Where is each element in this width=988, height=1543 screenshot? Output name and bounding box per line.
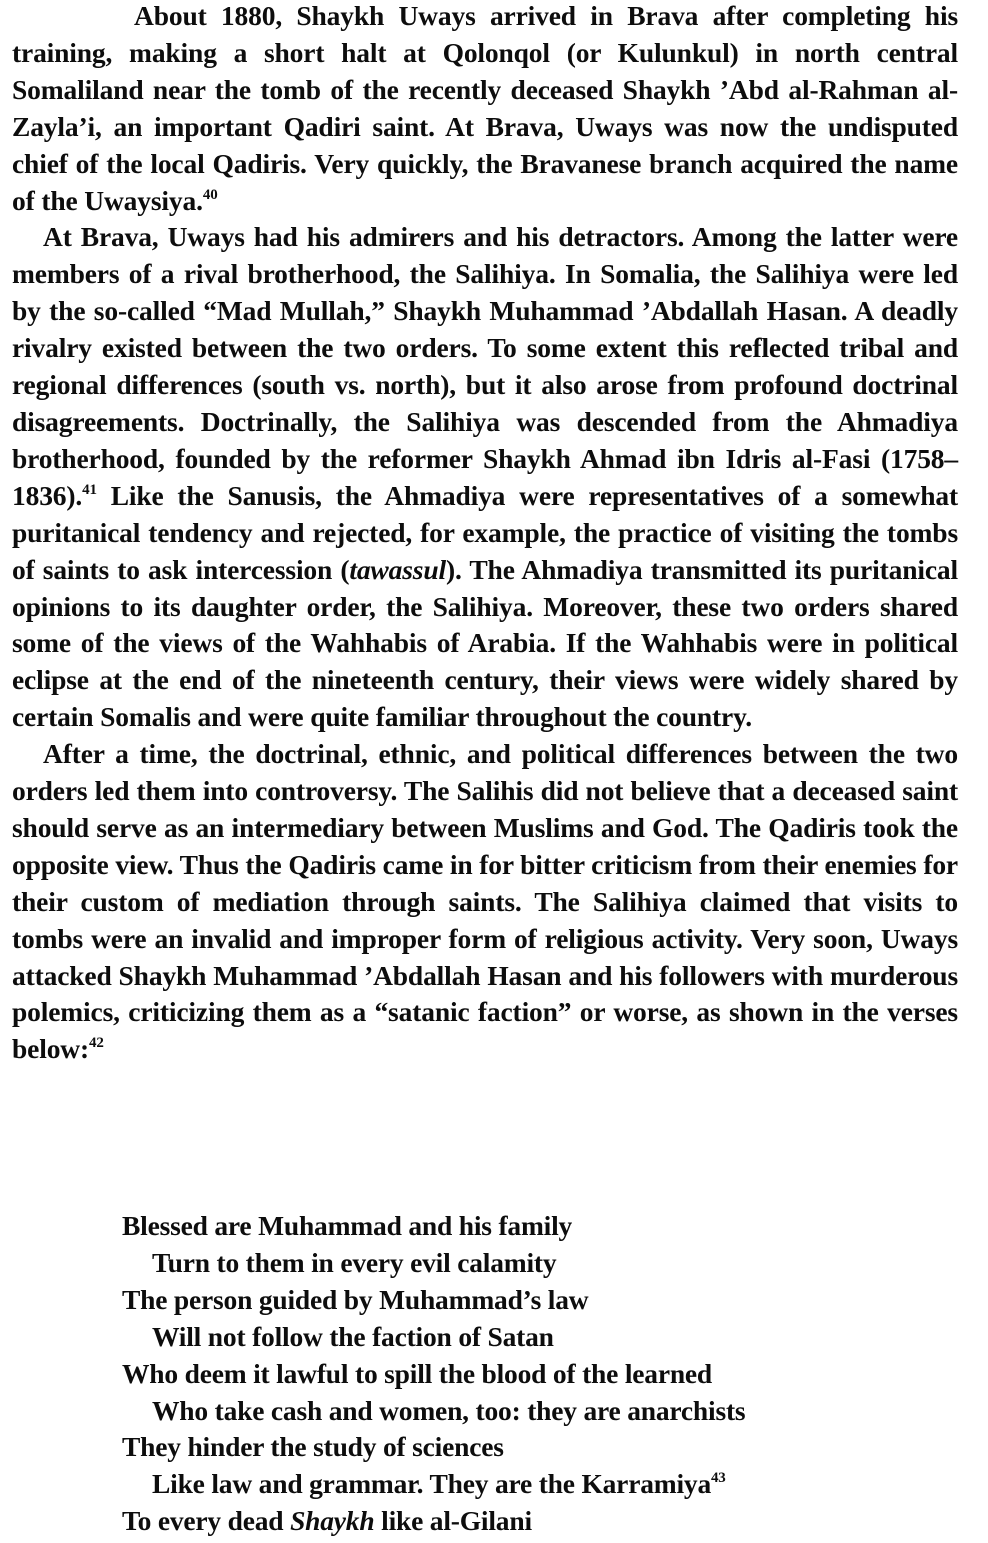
footnote-ref[interactable]: 41 <box>82 481 97 498</box>
verse-line-3 <box>122 1282 882 1319</box>
text-run: Blessed are Muhammad and his family <box>122 1210 573 1241</box>
italic-term: tawassul <box>349 553 446 585</box>
verse-line-7 <box>122 1429 882 1466</box>
verse-block <box>122 1208 882 1540</box>
text-run: About 1880, Shaykh Uways arrived in Brava after completing his training, making a short halt at Qolonqol (or Kulunkul) in north central Somaliland near the tomb of the recently deceased Shaykh ’Abd al-Rahman al-Zayla’i, an important Qadiri saint. At Brava, Uways was now the undisputed chief of the local Qadiris. Very quickly, the Bravanese branch acquired the name of the Uwaysiya. <box>12 0 958 216</box>
text-run: like al-Gilani <box>374 1505 532 1537</box>
verse-line-6 <box>122 1393 882 1430</box>
italic-term: Shaykh <box>290 1505 375 1537</box>
footnote-ref[interactable]: 40 <box>202 186 218 203</box>
text-run: Who take cash and women, too: they are anarchists <box>152 1394 746 1426</box>
verse-line-2 <box>122 1245 882 1282</box>
paragraph-1 <box>12 0 958 219</box>
text-run: Turn to them in every evil calamity <box>152 1246 557 1278</box>
text-run: Like law and grammar. They are the Karramiya <box>152 1468 711 1500</box>
prose-body <box>12 0 958 1068</box>
footnote-ref[interactable]: 43 <box>711 1470 726 1487</box>
paragraph-2 <box>12 219 958 736</box>
text-run: After a time, the doctrinal, ethnic, and political differences between the two orders led them into controversy. The Salihis did not believe that a deceased saint should serve as an intermediary between Muslims and God. The Qadiris took the opposite view. Thus the Qadiris came in for bitter criticism from their enemies for their custom of mediation through saints. The Salihiya claimed that visits to tombs were an invalid and improper form of religious activity. Very soon, Uways attacked Shaykh Muhammad ’Abdallah Hasan and his followers with murderous polemics, criticizing them as a “satanic faction” or worse, as shown in the verses below: <box>12 738 958 1065</box>
text-run: Who deem it lawful to spill the blood of the learned <box>122 1357 713 1389</box>
paragraph-3 <box>12 736 958 1068</box>
verse-line-9 <box>122 1503 882 1540</box>
text-run: Like the Sanusis, the Ahmadiya were representatives of a somewhat puritanical tendency and rejected, for example, the practice of visiting the tombs of saints to ask intercession ( <box>12 479 958 585</box>
text-run: At Brava, Uways had his admirers and his detractors. Among the latter were members of a rival brotherhood, the Salihiya. In Somalia, the Salihiya were led by the so-called “Mad Mullah,” Shaykh Muhammad ’Abdallah Hasan. A deadly rivalry existed between the two orders. To some extent this reflected tribal and regional differences (south vs. north), but it also arose from profound doctrinal disagreements. Doctrinally, the Salihiya was descended from the Ahmadiya brotherhood, founded by the reformer Shaykh Ahmad ibn Idris al-Fasi (1758–1836). <box>12 221 958 511</box>
verse-line-5 <box>122 1356 882 1393</box>
text-run: The person guided by Muhammad’s law <box>122 1283 589 1315</box>
text-run: They hinder the study of sciences <box>122 1431 504 1463</box>
text-run: Will not follow the faction of Satan <box>152 1320 554 1352</box>
text-run: ). The Ahmadiya transmitted its puritanical opinions to its daughter order, the Salihiya. Moreover, these two orders shared some of the views of the Wahhabis of Arabia. If the Wahhabis were in political eclipse at the end of the nineteenth century, their views were widely shared by certain Somalis and were quite familiar throughout the country. <box>12 553 958 733</box>
text-run: To every dead <box>122 1505 291 1537</box>
verse-line-8 <box>122 1466 882 1503</box>
verse-line-4 <box>122 1319 882 1356</box>
footnote-ref[interactable]: 42 <box>89 1035 104 1052</box>
verse-line-1 <box>122 1208 882 1245</box>
